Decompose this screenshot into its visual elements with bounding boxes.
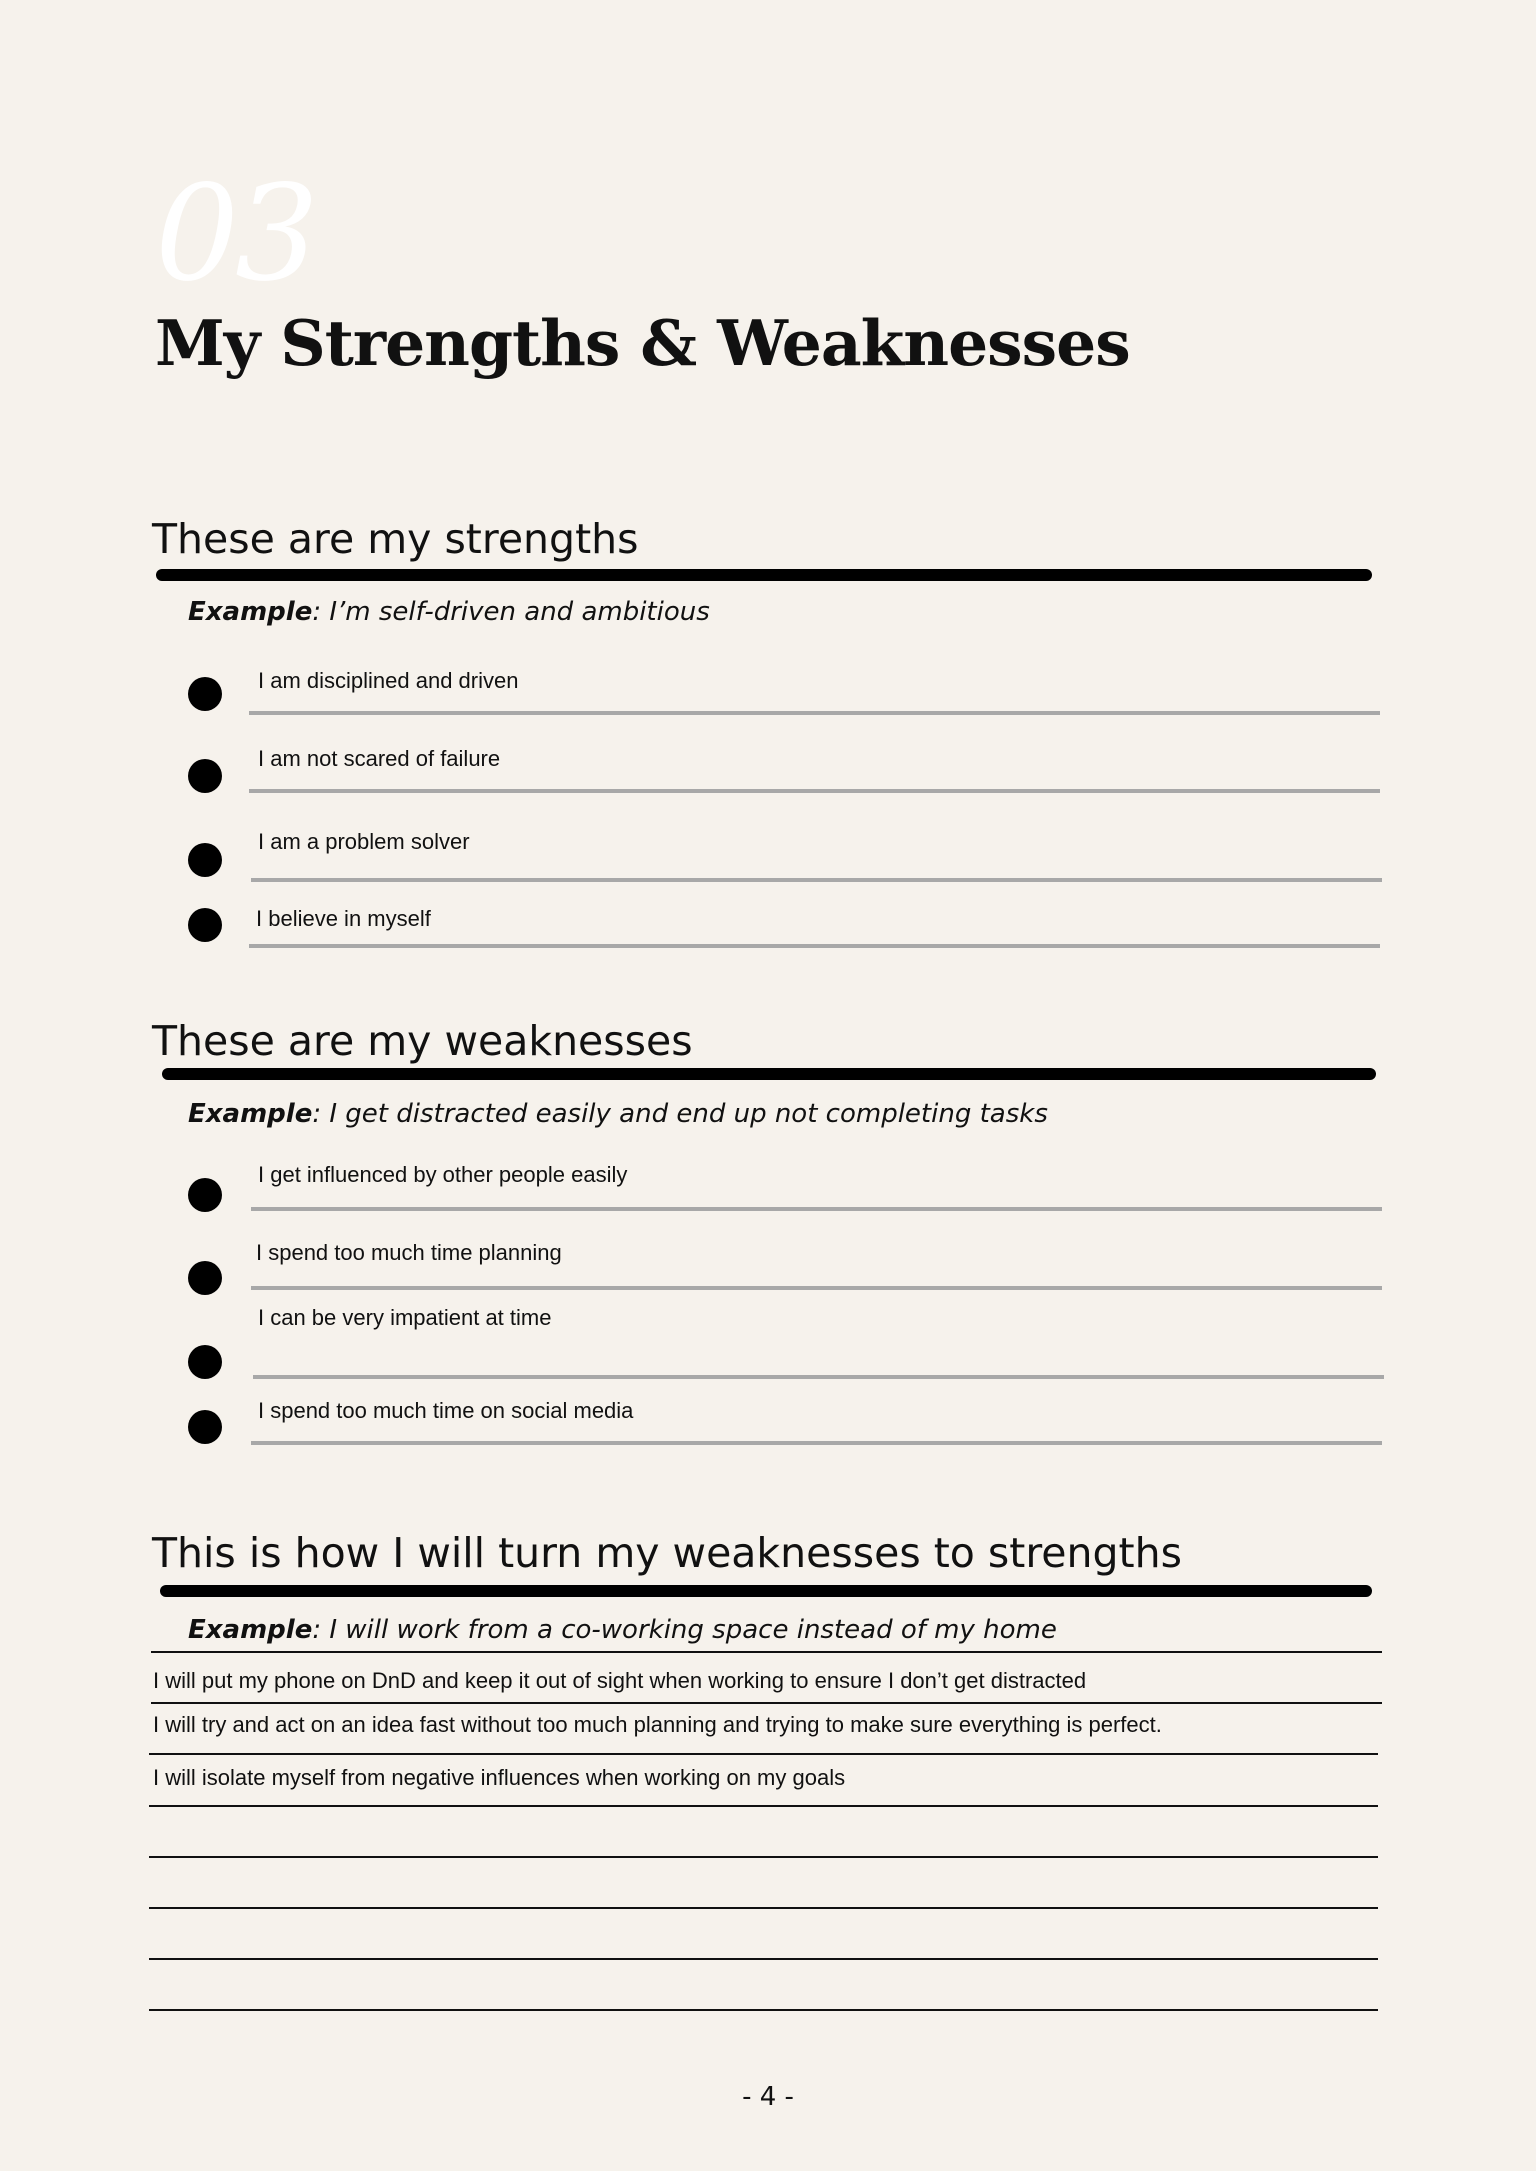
example-label: Example bbox=[188, 1099, 313, 1129]
answer-line bbox=[249, 711, 1380, 715]
bullet bbox=[188, 1261, 222, 1295]
bullet bbox=[188, 1410, 222, 1444]
plan-item-3[interactable]: I will isolate myself from negative influences when working on my goals bbox=[153, 1765, 846, 1790]
weaknesses-example bbox=[188, 1099, 1048, 1129]
plan-heading: This is how I will turn my weaknesses to strengths bbox=[152, 1529, 1182, 1577]
bullet bbox=[188, 908, 222, 942]
bullet bbox=[188, 677, 222, 711]
strength-item-3[interactable]: I am a problem solver bbox=[258, 829, 470, 854]
strength-item-2[interactable]: I am not scared of failure bbox=[258, 746, 501, 771]
writing-line bbox=[151, 1651, 1382, 1653]
weakness-item-4[interactable]: I spend too much time on social media bbox=[258, 1398, 634, 1423]
plan-item-2[interactable]: I will try and act on an idea fast without too much planning and trying to make sure everything is perfect. bbox=[153, 1712, 1162, 1737]
strength-item-1[interactable]: I am disciplined and driven bbox=[258, 668, 519, 693]
weakness-item-2[interactable]: I spend too much time planning bbox=[256, 1240, 562, 1265]
writing-line bbox=[149, 2009, 1378, 2011]
plan-example bbox=[188, 1615, 1057, 1645]
bullet bbox=[188, 1345, 222, 1379]
bullet bbox=[188, 1178, 222, 1212]
strengths-heading-rule bbox=[156, 569, 1372, 581]
strength-item-4[interactable]: I believe in myself bbox=[256, 906, 431, 931]
strengths-example bbox=[188, 597, 710, 627]
section-number: 03 bbox=[155, 157, 315, 311]
example-text: : I’m self-driven and ambitious bbox=[312, 597, 710, 627]
answer-line bbox=[251, 878, 1382, 882]
bullet bbox=[188, 843, 222, 877]
answer-line bbox=[251, 1207, 1382, 1211]
answer-line bbox=[251, 1286, 1382, 1290]
example-text: : I get distracted easily and end up not completing tasks bbox=[312, 1099, 1048, 1129]
weakness-item-3[interactable]: I can be very impatient at time bbox=[258, 1305, 552, 1330]
answer-line bbox=[253, 1375, 1384, 1379]
writing-line bbox=[149, 1753, 1378, 1755]
writing-line bbox=[149, 1958, 1378, 1960]
writing-line bbox=[151, 1702, 1382, 1704]
strengths-heading: These are my strengths bbox=[152, 515, 639, 563]
answer-line bbox=[249, 789, 1380, 793]
weaknesses-heading-rule bbox=[162, 1068, 1376, 1080]
answer-line bbox=[251, 1441, 1382, 1445]
weakness-item-1[interactable]: I get influenced by other people easily bbox=[258, 1162, 628, 1187]
answer-line bbox=[249, 944, 1380, 948]
example-text: : I will work from a co-working space instead of my home bbox=[312, 1615, 1057, 1645]
weaknesses-heading: These are my weaknesses bbox=[152, 1017, 693, 1065]
page-number: - 4 - bbox=[742, 2082, 794, 2112]
plan-heading-rule bbox=[160, 1585, 1372, 1597]
example-label: Example bbox=[188, 1615, 313, 1645]
bullet bbox=[188, 759, 222, 793]
plan-item-1[interactable]: I will put my phone on DnD and keep it out of sight when working to ensure I don’t get distracted bbox=[153, 1668, 1087, 1693]
writing-line bbox=[149, 1856, 1378, 1858]
example-label: Example bbox=[188, 597, 313, 627]
writing-line bbox=[149, 1805, 1378, 1807]
page-title: My Strengths & Weaknesses bbox=[155, 306, 1130, 380]
writing-line bbox=[149, 1907, 1378, 1909]
